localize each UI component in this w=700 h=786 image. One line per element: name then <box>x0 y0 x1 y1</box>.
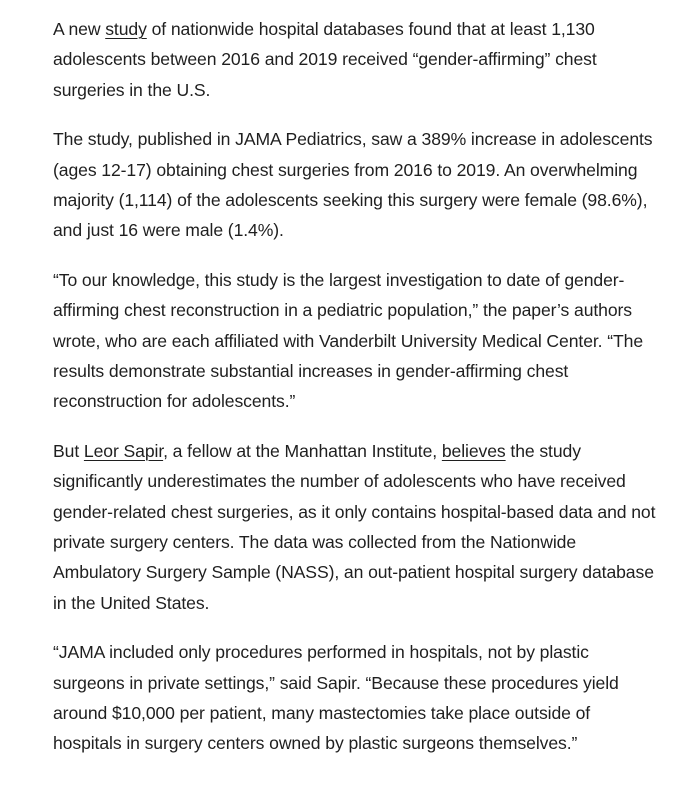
article-body <box>53 14 663 778</box>
believes-link[interactable]: believes <box>441 441 506 462</box>
leor-sapir-link[interactable]: Leor Sapir <box>83 441 164 462</box>
paragraph-4-text-middle: , a fellow at the Manhattan Institute, <box>163 441 442 462</box>
paragraph-2: The study, published in JAMA Pediatrics, saw a 389% increase in adolescents (ages 12-17) obtaining chest surgeries from 2016 to 2019. An overwhelming majority (1,114) of the adolescents seeking this surgery were female (98.6%), and just 16 were male (1.4%). <box>53 129 653 241</box>
paragraph-4-text-end: the study significantly underestimates the number of adolescents who have received gender-related chest surgeries, as it only contains hospital-based data and not private surgery centers. The data was collected from the Nationwide Ambulatory Surgery Sample (NASS), an out-patient hospital surgery database in the United States. <box>53 441 656 613</box>
study-link[interactable]: study <box>105 19 147 39</box>
paragraph-3: “To our knowledge, this study is the largest investigation to date of gender-affirming chest reconstruction in a pediatric population,” the paper’s authors wrote, who are each affiliated with Vanderbilt University Medical Center. “The results demonstrate substantial increases in gender-affirming chest reconstruction for adolescents.” <box>53 270 644 412</box>
paragraph-1-text-start: A new <box>53 19 106 39</box>
paragraph-4-text-start: But <box>53 441 84 462</box>
paragraph-5: “JAMA included only procedures performed in hospitals, not by plastic surgeons in private settings,” said Sapir. “Because these procedures yield around $10,000 per patient, many mastectomies take place outside of hospitals in surgery centers owned by plastic surgeons themselves.” <box>53 642 619 754</box>
paragraph-1 <box>53 14 663 105</box>
paragraph-4 <box>53 436 663 618</box>
paragraph-1-text-end: of nationwide hospital databases found that at least 1,130 adolescents between 2016 and 2019 received “gender-affirming” chest surgeries in the U.S. <box>53 19 597 100</box>
